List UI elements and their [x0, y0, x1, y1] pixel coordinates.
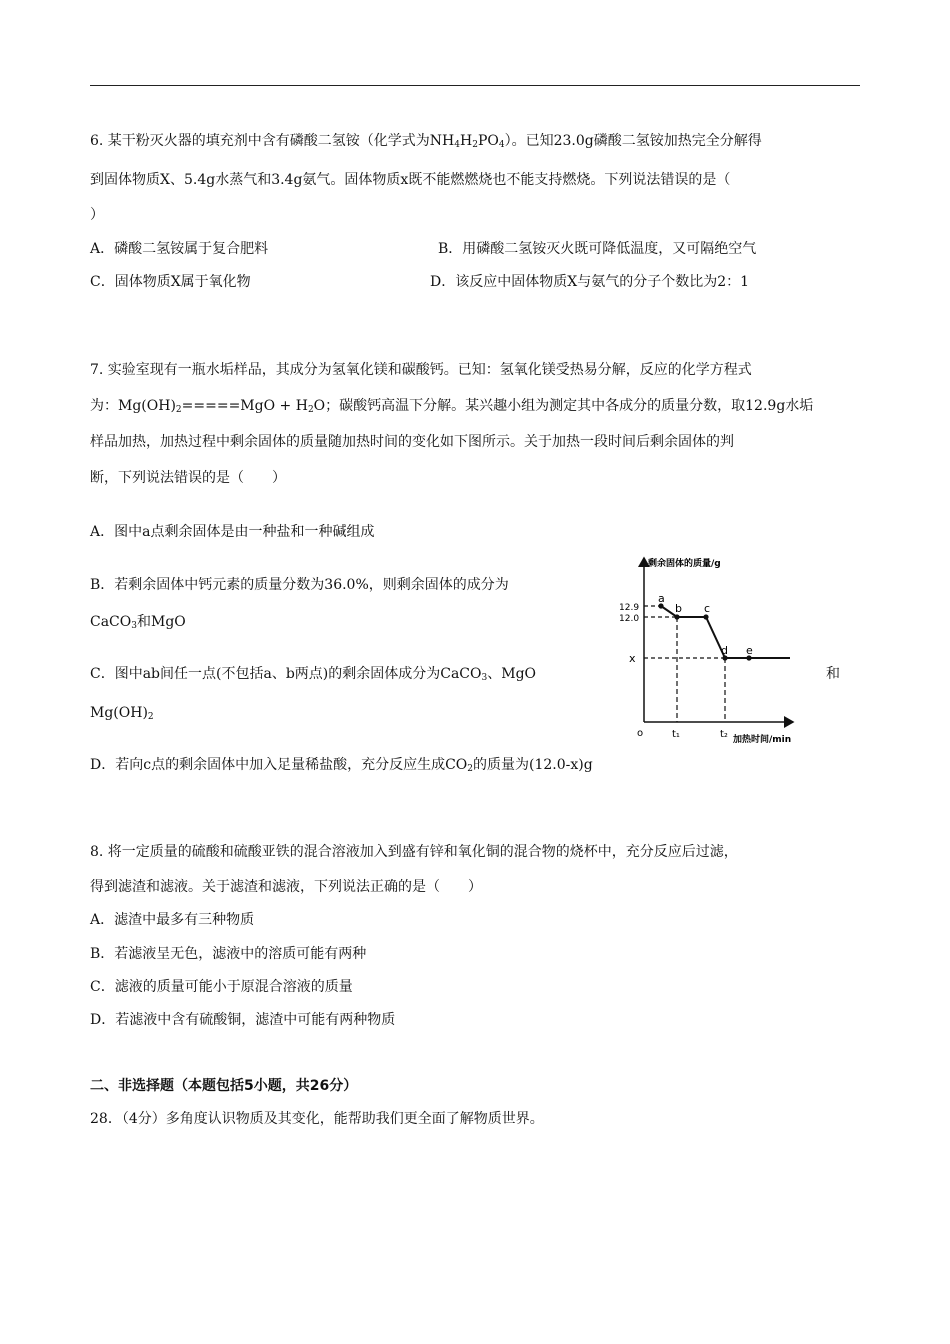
point-b [674, 614, 679, 619]
q6-line-3: ） [90, 207, 104, 223]
label-e: e [746, 644, 753, 657]
y-tick-x: x [629, 652, 636, 665]
q6-line-2: 到固体物质X、5.4g水蒸气和3.4g氨气。固体物质x既不能燃燃烧也不能支持燃烧。下列说法错误的是（ [90, 172, 731, 188]
q6-options-ab [90, 239, 860, 259]
label-t1: t₁ [672, 729, 680, 740]
label-c: c [704, 602, 711, 615]
q7-line-1: 7. 实验室现有一瓶水垢样品，其成分为氢氧化镁和碳酸钙。已知：氢氧化镁受热易分解，反应的化学方程式 [90, 362, 752, 378]
x-axis-label: 加热时间/min [733, 735, 792, 745]
label-d: d [721, 644, 728, 657]
label-a: a [658, 592, 665, 605]
y-tick-12-9: 12.9 [619, 603, 640, 613]
q7-option-b-line-1: B．若剩余固体中钙元素的质量分数为36.0%，则剩余固体的成分为 [90, 577, 509, 593]
q6-option-a: A．磷酸二氢铵属于复合肥料 [90, 241, 269, 257]
q8-line-1: 8. 将一定质量的硫酸和硫酸亚铁的混合溶液加入到盛有锌和氧化铜的混合物的烧杯中，充分反应后过滤， [90, 844, 738, 860]
q7-option-b-line-2: CaCO$_3$和MgO [90, 614, 186, 631]
q8-option-d: D．若滤液中含有硫酸铜，滤渣中可能有两种物质 [90, 1012, 396, 1028]
header-rule [90, 85, 860, 86]
mass-time-graph [615, 550, 805, 750]
q7-option-c-line-2: $Mg(OH)_2$ [90, 705, 154, 722]
q8-option-b: B．若滤液呈无色，滤液中的溶质可能有两种 [90, 946, 367, 962]
q7-option-d: D．若向c点的剩余固体中加入足量稀盐酸，充分反应生成$CO_2$的质量为(12.0-x)g [90, 757, 593, 774]
y-axis-label: 剩余固体的质量/g [648, 559, 721, 569]
q7-line-2: 为：$Mg(OH)_2=====MgO + H_2O$；碳酸钙高温下分解。某兴趣小组为测定其中各成分的质量分数，取12.9g水垢 [90, 398, 814, 415]
q6-option-c: C．固体物质X属于氧化物 [90, 274, 251, 290]
origin-label: o [637, 728, 644, 739]
q7-option-c-line-1: C．图中ab间任一点(不包括a、b两点)的剩余固体成分为CaCO$_3$、MgO [90, 666, 537, 683]
point-c [703, 614, 708, 619]
q6-options-cd [90, 272, 860, 292]
q7-line-3: 样品加热，加热过程中剩余固体的质量随加热时间的变化如下图所示。关于加热一段时间后剩余固体的判 [90, 434, 734, 450]
q6-option-d: D．该反应中固体物质X与氨气的分子个数比为2：1 [430, 274, 750, 290]
q8-option-a: A．滤渣中最多有三种物质 [90, 912, 255, 928]
label-b: b [675, 602, 682, 615]
y-tick-12-0: 12.0 [619, 614, 640, 624]
q8-line-2: 得到滤渣和滤液。关于滤渣和滤液，下列说法正确的是（ ） [90, 879, 482, 895]
q6-line-1: 6. 某干粉灭火器的填充剂中含有磷酸二氢铵（化学式为$NH_4H_2PO_4$）。已知23.0g磷酸二氢铵加热完全分解得 [90, 133, 762, 150]
q8-option-c: C．滤液的质量可能小于原混合溶液的质量 [90, 979, 353, 995]
section-2-heading: 二、非选择题（本题包括5小题，共26分） [90, 1078, 358, 1094]
q7-option-a: A．图中a点剩余固体是由一种盐和一种碱组成 [90, 524, 375, 540]
q7-line-4: 断，下列说法错误的是（ ） [90, 470, 286, 486]
q7-option-c-and: 和 [826, 666, 840, 682]
q28-stem: 28．（4分）多角度认识物质及其变化，能帮助我们更全面了解物质世界。 [90, 1111, 544, 1127]
label-t2: t₂ [720, 729, 728, 740]
q6-option-b: B．用磷酸二氢铵灭火既可降低温度，又可隔绝空气 [438, 241, 757, 257]
